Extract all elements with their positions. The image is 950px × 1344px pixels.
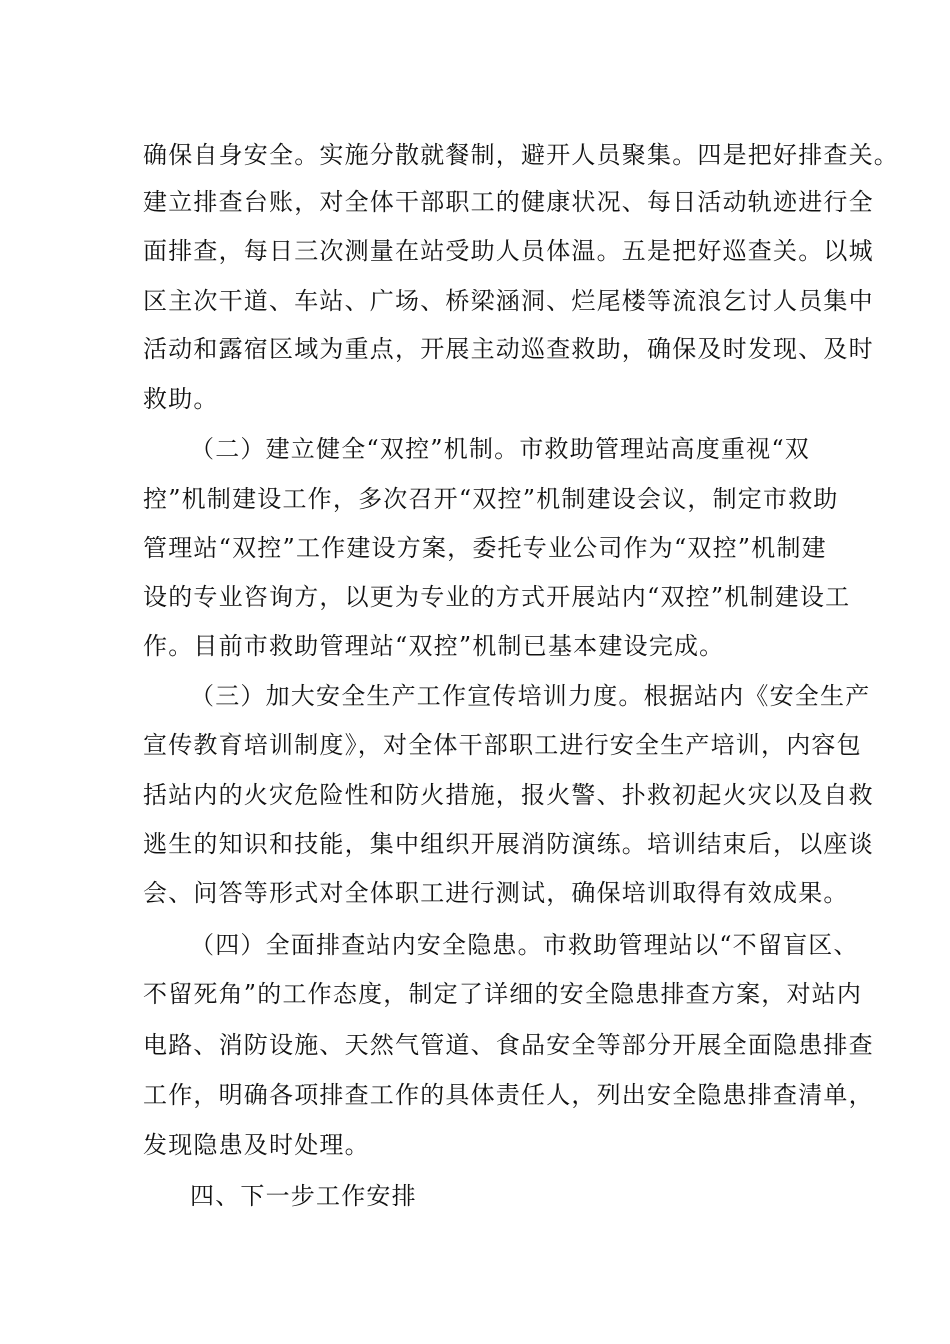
text-line: 逃生的知识和技能，集中组织开展消防演练。培训结束后，以座谈 — [143, 830, 874, 858]
text-line: 电路、消防设施、天然气管道、食品安全等部分开展全面隐患排查 — [143, 1031, 874, 1059]
text-line: 建立排查台账，对全体干部职工的健康状况、每日活动轨迹进行全 — [143, 188, 874, 216]
paragraph-heading-2: （二）建立健全“双控”机制。市救助管理站高度重视“双 — [190, 435, 811, 463]
text-line: 会、问答等形式对全体职工进行测试，确保培训取得有效成果。 — [143, 879, 849, 907]
text-line: 括站内的火灾危险性和防火措施，报火警、扑救初起火灾以及自救 — [143, 781, 874, 809]
text-line: 救助。 — [143, 385, 219, 413]
text-line: 工作，明确各项排查工作的具体责任人，列出安全隐患排查清单， — [143, 1081, 874, 1109]
text-line: 管理站“双控”工作建设方案，委托专业公司作为“双控”机制建 — [143, 534, 827, 562]
text-line: 作。目前市救助管理站“双控”机制已基本建设完成。 — [143, 632, 725, 660]
text-line: 不留死角”的工作态度，制定了详细的安全隐患排查方案，对站内 — [143, 980, 863, 1008]
text-line: 确保自身安全。实施分散就餐制，避开人员聚集。四是把好排查关。 — [143, 141, 899, 169]
text-line: 宣传教育培训制度》，对全体干部职工进行安全生产培训，内容包 — [143, 731, 862, 759]
text-line: 区主次干道、车站、广场、桥梁涵洞、烂尾楼等流浪乞讨人员集中 — [143, 287, 874, 315]
paragraph-heading-4: （四）全面排查站内安全隐患。市救助管理站以“不留盲区、 — [190, 931, 859, 959]
paragraph-heading-3: （三）加大安全生产工作宣传培训力度。根据站内《安全生产 — [190, 682, 871, 710]
text-line: 面排查，每日三次测量在站受助人员体温。五是把好巡查关。以城 — [143, 237, 874, 265]
text-line: 设的专业咨询方，以更为专业的方式开展站内“双控”机制建设工 — [143, 583, 851, 611]
text-line: 活动和露宿区域为重点，开展主动巡查救助，确保及时发现、及时 — [143, 335, 874, 363]
section-heading: 四、下一步工作安排 — [190, 1182, 417, 1210]
text-line: 控”机制建设工作，多次召开“双控”机制建设会议，制定市救助 — [143, 485, 839, 513]
text-line: 发现隐患及时处理。 — [143, 1131, 370, 1159]
